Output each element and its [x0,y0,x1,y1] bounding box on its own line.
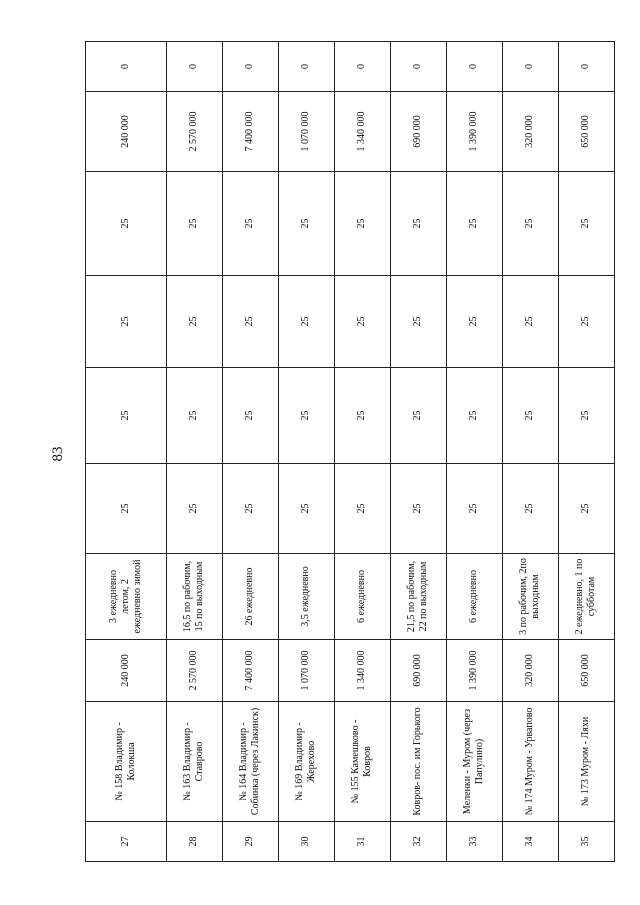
row-number: 29 [222,822,278,862]
param-cell-2: 25 [390,368,446,464]
param-cell-4: 25 [222,172,278,276]
table-row [446,42,502,862]
param-cell-2: 25 [334,368,390,464]
table-row [86,42,167,862]
param-cell-3: 25 [278,276,334,368]
routes-table-container [85,42,615,862]
table-row [502,42,558,862]
route-name: № 164 Владимир - Собинка (через Лакинск) [222,702,278,822]
row-number: 35 [558,822,614,862]
param-cell-3: 25 [166,276,222,368]
param-cell-3: 25 [222,276,278,368]
total-cell: 240 000 [86,92,167,172]
frequency-cell: 21,5 по рабочим, 22 по выходным [390,554,446,640]
frequency-cell: 6 ежедневно [446,554,502,640]
param-cell-3: 25 [558,276,614,368]
table-row [278,42,334,862]
param-cell-4: 25 [558,172,614,276]
param-cell-4: 25 [446,172,502,276]
route-name: № 158 Владимир - Колокша [86,702,167,822]
route-name: № 155 Камешково - Ковров [334,702,390,822]
param-cell-1: 25 [222,464,278,554]
param-cell-4: 25 [278,172,334,276]
route-name: № 169 Владимир - Жерехово [278,702,334,822]
route-name: № 163 Владимир - Ставрово [166,702,222,822]
param-cell-1: 25 [278,464,334,554]
param-cell-4: 25 [86,172,167,276]
row-number: 28 [166,822,222,862]
table-row [334,42,390,862]
value-cell: 1 390 000 [446,640,502,702]
param-cell-2: 25 [446,368,502,464]
param-cell-4: 25 [502,172,558,276]
param-cell-2: 25 [502,368,558,464]
param-cell-3: 25 [86,276,167,368]
param-cell-1: 25 [86,464,167,554]
param-cell-2: 25 [278,368,334,464]
total-cell: 2 570 000 [166,92,222,172]
row-number: 27 [86,822,167,862]
last-cell: 0 [502,42,558,92]
param-cell-3: 25 [502,276,558,368]
last-cell: 0 [166,42,222,92]
route-name: Меленки - Муром (через Папулино) [446,702,502,822]
value-cell: 320 000 [502,640,558,702]
total-cell: 690 000 [390,92,446,172]
frequency-cell: 3 ежедневно летом, 2 ежедневно зимой [86,554,167,640]
route-name: № 174 Муром - Урвапово [502,702,558,822]
routes-table [85,41,615,862]
param-cell-2: 25 [166,368,222,464]
total-cell: 1 070 000 [278,92,334,172]
param-cell-3: 25 [390,276,446,368]
last-cell: 0 [558,42,614,92]
row-number: 31 [334,822,390,862]
route-name: № 173 Муром - Ляхи [558,702,614,822]
param-cell-2: 25 [558,368,614,464]
value-cell: 1 070 000 [278,640,334,702]
total-cell: 1 390 000 [446,92,502,172]
last-cell: 0 [86,42,167,92]
page-number: 83 [50,446,66,462]
param-cell-3: 25 [446,276,502,368]
total-cell: 320 000 [502,92,558,172]
frequency-cell: 26 ежедневно [222,554,278,640]
frequency-cell: 3,5 ежедневно [278,554,334,640]
param-cell-4: 25 [390,172,446,276]
table-body [86,42,615,862]
table-row [390,42,446,862]
total-cell: 650 000 [558,92,614,172]
param-cell-2: 25 [222,368,278,464]
param-cell-1: 25 [446,464,502,554]
value-cell: 690 000 [390,640,446,702]
param-cell-1: 25 [502,464,558,554]
row-number: 32 [390,822,446,862]
last-cell: 0 [334,42,390,92]
table-row [166,42,222,862]
frequency-cell: 3 по рабочим, 2по выходным [502,554,558,640]
last-cell: 0 [222,42,278,92]
last-cell: 0 [390,42,446,92]
last-cell: 0 [446,42,502,92]
table-row [222,42,278,862]
value-cell: 7 400 000 [222,640,278,702]
param-cell-1: 25 [390,464,446,554]
last-cell: 0 [278,42,334,92]
frequency-cell: 2 ежедневно, 1 по субботам [558,554,614,640]
row-number: 33 [446,822,502,862]
value-cell: 2 570 000 [166,640,222,702]
frequency-cell: 16,5 по рабочим, 15 по выходным [166,554,222,640]
row-number: 34 [502,822,558,862]
row-number: 30 [278,822,334,862]
table-row [558,42,614,862]
value-cell: 240 000 [86,640,167,702]
value-cell: 650 000 [558,640,614,702]
param-cell-1: 25 [334,464,390,554]
param-cell-2: 25 [86,368,167,464]
total-cell: 1 340 000 [334,92,390,172]
param-cell-1: 25 [166,464,222,554]
route-name: Ковров- пос. им Горького [390,702,446,822]
param-cell-1: 25 [558,464,614,554]
param-cell-3: 25 [334,276,390,368]
param-cell-4: 25 [334,172,390,276]
total-cell: 7 400 000 [222,92,278,172]
frequency-cell: 6 ежедневно [334,554,390,640]
value-cell: 1 340 000 [334,640,390,702]
param-cell-4: 25 [166,172,222,276]
